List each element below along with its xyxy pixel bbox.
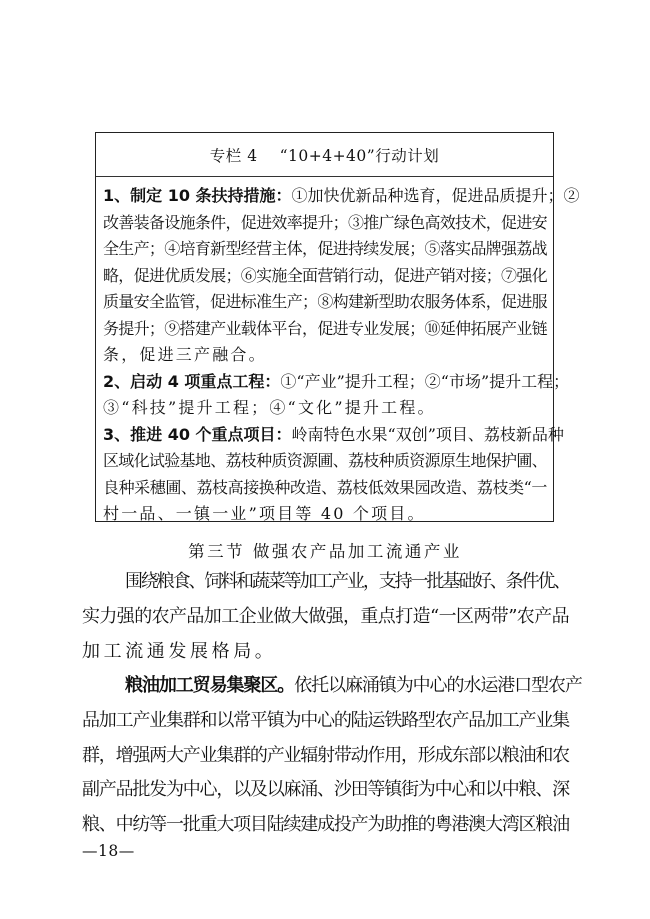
box-item-2-text: ①“产业”提升工程；②“市场”提升工程； xyxy=(280,371,570,391)
box-item-2-line xyxy=(103,369,570,396)
box-item-1-line: 全生产；④培育新型经营主体，促进持续发展；⑤落实品牌强荔战 xyxy=(103,239,547,258)
paragraph-line: 群，增强两大产业集群的产业辐射带动作用，形成东部以粮油和农 xyxy=(82,744,569,766)
section-title: 第三节 做强农产品加工流通产业 xyxy=(188,542,462,561)
box-item-1-heading: 1、制定 10 条扶持措施： xyxy=(103,186,292,205)
paragraph-line: 品加工产业集群和以常平镇为中心的陆运铁路型农产品加工产业集 xyxy=(82,709,569,731)
box-item-1-line: 改善装备设施条件，促进效率提升；③推广绿色高效技术，促进安 xyxy=(103,212,547,232)
box-item-3-line: 良种采穗圃、荔枝高接换种改造、荔枝低效果园改造、荔枝类“一 xyxy=(103,477,548,497)
box-item-1-line: 务提升；⑨搭建产业载体平台，促进专业发展；⑩延伸拓展产业链 xyxy=(103,318,547,338)
column-box-body xyxy=(103,183,580,528)
paragraph-line: 副产品批发为中心，以及以麻涌、沙田等镇街为中心和以中粮、深 xyxy=(82,779,569,801)
box-item-2-heading: 2、启动 4 项重点工程： xyxy=(103,371,281,391)
paragraph-line: 围绕粮食、饲料和蔬菜等加工产业，支持一批基础好、条件优、 xyxy=(125,571,570,592)
paragraph-2-text: 依托以麻涌镇为中心的水运港口型农产 xyxy=(294,675,582,696)
paragraph-line: 实力强的农产品加工企业做大做强，重点打造“一区两带”农产品 xyxy=(82,605,570,627)
paragraph-2-heading: 粮油加工贸易集聚区。 xyxy=(125,675,295,696)
column-box-title-prefix: 专栏 4 xyxy=(209,146,258,165)
box-item-1-line xyxy=(103,183,580,210)
box-item-1-text: ①加快优新品种选育，促进品质提升；② xyxy=(291,186,580,205)
box-item-1-line: 条，促进三产融合。 xyxy=(103,345,267,364)
column-box-title xyxy=(96,133,553,177)
box-item-3-heading: 3、推进 40 个重点项目： xyxy=(103,424,292,444)
paragraph-line: 加工流通发展格局。 xyxy=(82,640,277,662)
paragraph-line xyxy=(82,669,582,704)
box-item-3-line: 区域化试验基地、荔枝种质资源圃、荔枝种质资源原生地保护圃、 xyxy=(103,451,547,470)
box-item-1-line: 略，促进优质发展；⑥实施全面营销行动，促进产销对接；⑦强化 xyxy=(103,265,547,285)
page-number: —18— xyxy=(82,842,135,860)
paragraph-1 xyxy=(82,565,569,669)
column-box xyxy=(95,132,580,523)
box-item-3-line: 村一品、一镇一业”项目等 40 个项目。 xyxy=(103,504,426,523)
box-item-3-line xyxy=(103,422,564,449)
box-item-2-line: ③“科技”提升工程；④“文化”提升工程。 xyxy=(103,398,436,417)
box-item-3-text: 岭南特色水果“双创”项目、荔枝新品种 xyxy=(291,424,564,444)
column-box-title-text: “10+4+40”行动计划 xyxy=(279,146,440,165)
box-item-1-line: 质量安全监管，促进标准生产；⑧构建新型助农服务体系，促进服 xyxy=(103,292,547,311)
paragraph-2 xyxy=(82,669,582,843)
paragraph-line: 粮、中纺等一批重大项目陆续建成投产为助推的粤港澳大湾区粮油 xyxy=(82,814,569,836)
